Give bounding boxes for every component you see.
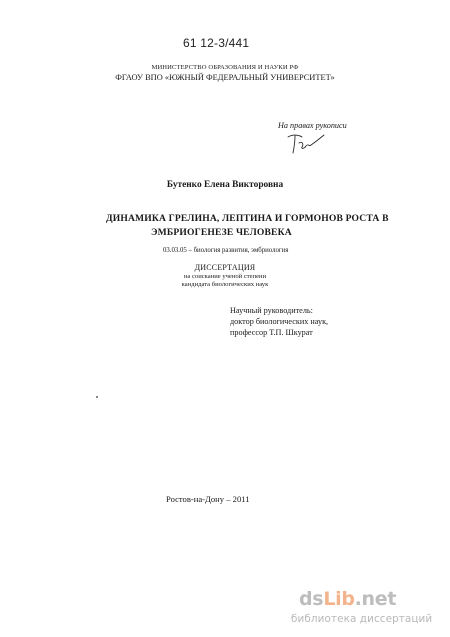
supervisor-name: профессор Т.П. Шкурат (230, 328, 313, 337)
supervisor-heading: Научный руководитель: (230, 306, 313, 315)
university-name: ФГАОУ ВПО «ЮЖНЫЙ ФЕДЕРАЛЬНЫЙ УНИВЕРСИТЕТ» (115, 73, 335, 82)
brand-middle: Lib (323, 588, 355, 610)
dslib-watermark[interactable] (291, 588, 441, 628)
brand-prefix: ds (299, 588, 324, 610)
ministry-name: МИНИСТЕРСТВО ОБРАЗОВАНИЯ И НАУКИ РФ (151, 64, 299, 71)
manuscript-rights-note: На правах рукописи (278, 121, 347, 130)
author-name: Бутенко Елена Викторовна (166, 180, 284, 190)
supervisor-degree: доктор биологических наук, (230, 317, 329, 326)
scan-speck (96, 396, 98, 398)
dissertation-title-line-1: ДИНАМИКА ГРЕЛИНА, ЛЕПТИНА И ГОРМОНОВ РОСТА В (106, 213, 389, 224)
archive-code: 61 12-3/441 (183, 36, 250, 50)
city-and-year: Ростов-на-Дону – 2011 (166, 494, 250, 504)
dissertation-title-line-2: ЭМБРИОГЕНЕЗЕ ЧЕЛОВЕКА (151, 227, 292, 238)
degree-line-2: кандидата биологических наук (181, 281, 269, 288)
watermark-tagline: библиотека диссертаций (291, 613, 433, 625)
brand-suffix: .net (354, 588, 397, 610)
author-signature (285, 131, 333, 159)
specialty-code: 03.03.05 – биология развития, эмбриология (163, 247, 289, 254)
watermark-logo (299, 588, 396, 610)
degree-line-1: на соискание ученой степени (183, 273, 267, 280)
document-type: ДИССЕРТАЦИЯ (194, 263, 256, 272)
